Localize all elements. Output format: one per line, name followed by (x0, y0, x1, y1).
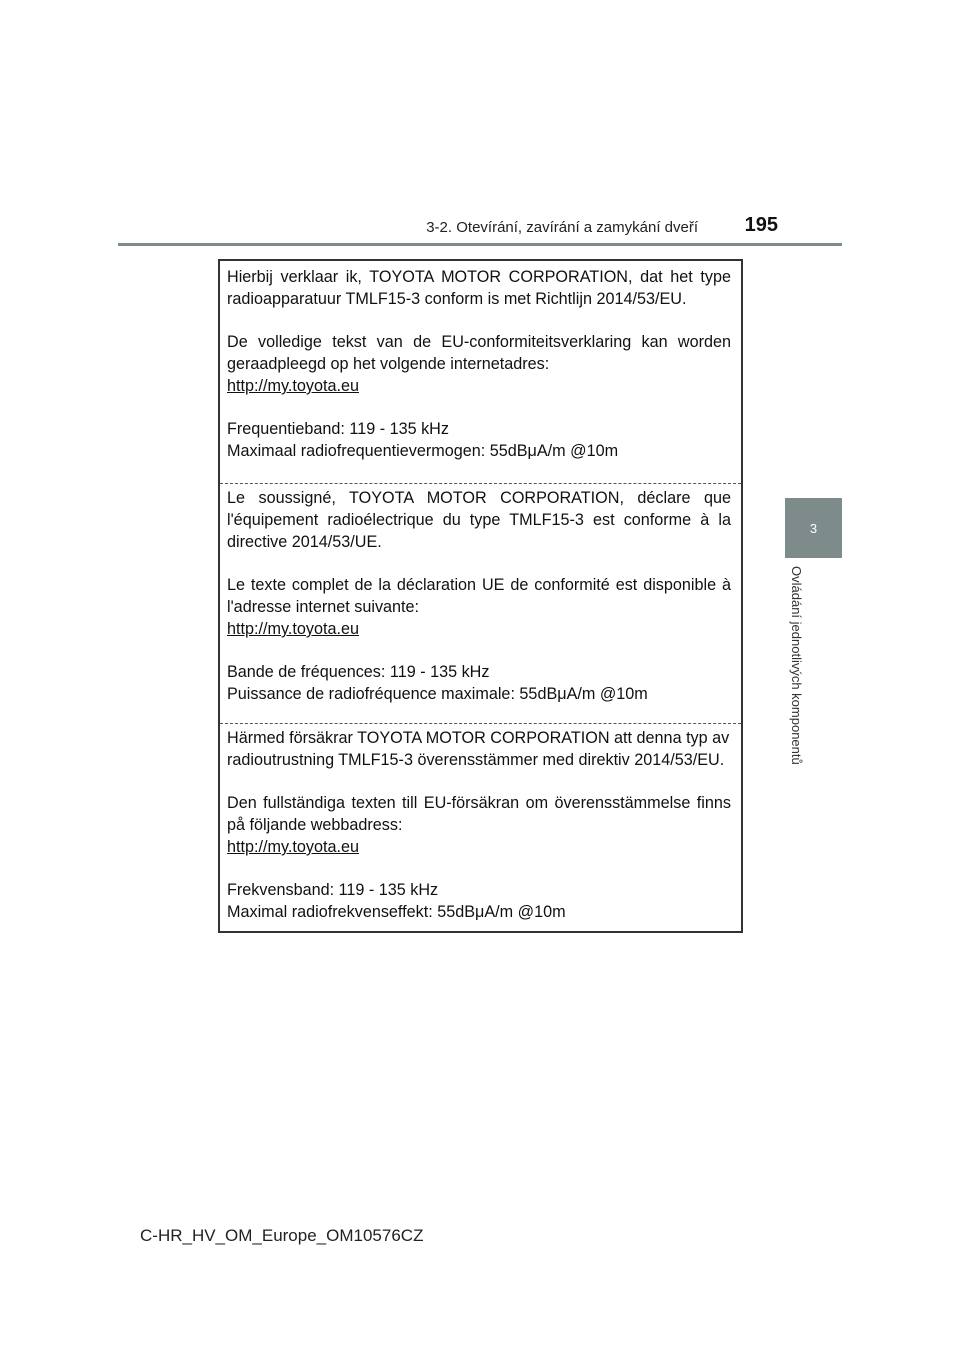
fr-statement-line3: directive 2014/53/UE. (227, 533, 382, 551)
chapter-title: Ovládání jednotlivých komponentů (789, 566, 804, 765)
section-title: 3-2. Otevírání, zavírání a zamykání dveří (426, 219, 698, 236)
nl-website-link[interactable]: http://my.toyota.eu (227, 377, 359, 395)
fr-text-line2: l'adresse internet suivante: (227, 598, 420, 616)
sv-max-power: Maximal radiofrekvenseffekt: 55dBμA/m @10m (227, 903, 566, 921)
document-code: C-HR_HV_OM_Europe_OM10576CZ (140, 1226, 424, 1245)
sv-statement-line1: Härmed försäkrar TOYOTA MOTOR CORPORATION att denna typ av (227, 729, 730, 747)
header-divider (118, 243, 842, 246)
chapter-title-wrap (785, 566, 813, 826)
fr-frequency-band: Bande de fréquences: 119 - 135 kHz (227, 663, 490, 681)
sv-website-link[interactable]: http://my.toyota.eu (227, 838, 359, 856)
fr-statement-line2: l'équipement radioélectrique du type TMLF15-3 est conforme à la (227, 511, 731, 529)
nl-max-power: Maximaal radiofrequentievermogen: 55dBμA/m @10m (227, 442, 619, 460)
fr-statement-line1: Le soussigné, TOYOTA MOTOR CORPORATION, déclare que (227, 489, 731, 507)
sv-frequency-band: Frekvensband: 119 - 135 kHz (227, 881, 439, 899)
fr-text-line1: Le texte complet de la déclaration UE de conformité est disponible à (227, 576, 731, 594)
page-number: 195 (744, 214, 778, 236)
sv-text-line1: Den fullständiga texten till EU-försäkran om överensstämmelse finns (227, 794, 731, 812)
fr-website-link[interactable]: http://my.toyota.eu (227, 620, 359, 638)
sv-statement-line2: radioutrustning TMLF15-3 överensstämmer med direktiv 2014/53/EU. (227, 751, 725, 769)
declaration-fr (220, 483, 741, 723)
nl-text-line2: geraadpleegd op het volgende internetadres: (227, 355, 550, 373)
nl-text-line1: De volledige tekst van de EU-conformiteitsverklaring kan worden (227, 333, 731, 351)
nl-statement-line1: Hierbij verklaar ik, TOYOTA MOTOR CORPORATION, dat het type (227, 268, 731, 286)
nl-statement-line2: radioapparatuur TMLF15-3 conform is met Richtlijn 2014/53/EU. (227, 290, 687, 308)
declaration-nl (220, 261, 741, 483)
fr-max-power: Puissance de radiofréquence maximale: 55dBμA/m @10m (227, 685, 648, 703)
chapter-number: 3 (809, 520, 818, 536)
declaration-box (218, 259, 743, 933)
sv-text-line2: på följande webbadress: (227, 816, 403, 834)
chapter-tab (785, 498, 842, 558)
declaration-sv (220, 723, 741, 931)
nl-frequency-band: Frequentieband: 119 - 135 kHz (227, 420, 449, 438)
